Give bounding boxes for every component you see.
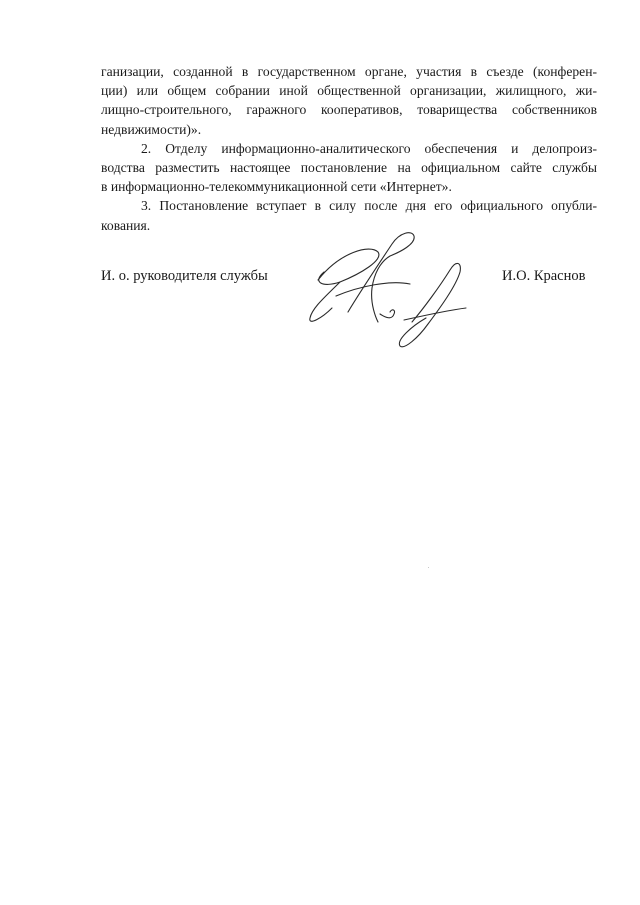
text-line: ции) или общем собрании иной общественной организации, жилищного, жи-	[101, 83, 597, 99]
handwritten-signature	[300, 222, 480, 357]
text-line: недвижимости)».	[101, 121, 202, 137]
scan-speck	[428, 567, 429, 568]
signatory-role: И. о. руководителя службы	[101, 268, 268, 284]
document-body	[101, 62, 597, 235]
text-line: ганизации, созданной в государственном органе, участия в съезде (конферен-	[101, 64, 597, 79]
text-line: лищно-строительного, гаражного кооперативов, товарищества собственников	[101, 102, 597, 118]
text-line: в информационно-телекоммуникационной сети «Интернет».	[101, 179, 452, 195]
text-line: 3. Постановление вступает в силу после дня его официального опубли-	[141, 198, 597, 214]
text-line: кования.	[101, 217, 151, 233]
text-line: 2. Отделу информационно-аналитического обеспечения и делопроиз-	[141, 140, 597, 156]
text-line: водства разместить настоящее постановление на официальном сайте службы	[101, 160, 597, 176]
signatory-name: И.О. Краснов	[502, 268, 586, 284]
